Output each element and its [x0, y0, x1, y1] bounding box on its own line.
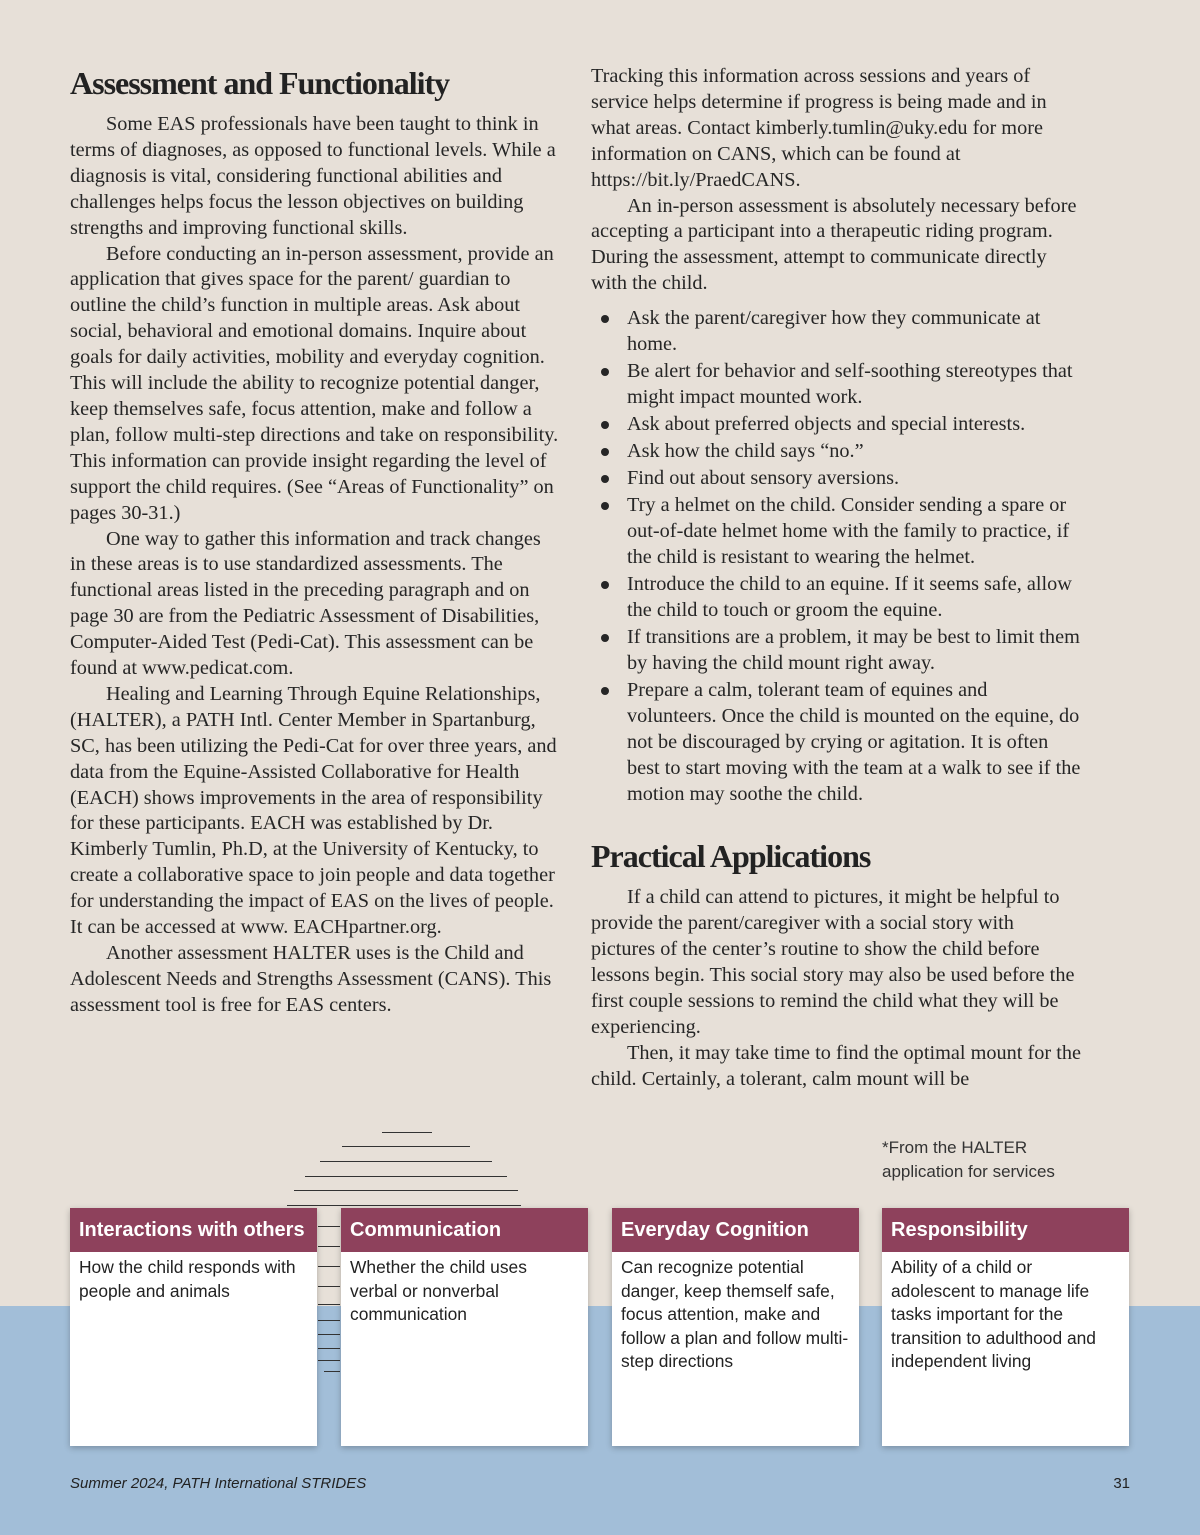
list-item: Ask the parent/caregiver how they communicate at home. [591, 305, 1081, 357]
footnote: *From the HALTER application for services [882, 1138, 1055, 1181]
list-item: Find out about sensory aversions. [591, 465, 1081, 491]
card-responsibility [882, 1208, 1129, 1446]
card-description: How the child responds with people and animals [79, 1257, 296, 1301]
right-column [591, 64, 1081, 1092]
body-paragraph: Then, it may take time to find the optimal mount for the child. Certainly, a tolerant, calm mount will be [591, 1041, 1081, 1090]
body-paragraph: Another assessment HALTER uses is the Child and Adolescent Needs and Strengths Assessment (CANS). This assessment tool is free for EAS centers. [70, 942, 552, 1016]
section-heading-practical: Practical Applications [591, 838, 871, 875]
card-everyday-cognition [612, 1208, 859, 1446]
card-title: Responsibility [882, 1208, 1129, 1252]
list-item: Try a helmet on the child. Consider sending a spare or out-of-date helmet home with the family to practice, if the child is resistant to wearing the helmet. [591, 492, 1081, 570]
list-item: If transitions are a problem, it may be best to limit them by having the child mount right away. [591, 624, 1081, 676]
body-paragraph: One way to gather this information and track changes in these areas is to use standardized assessments. The functional areas listed in the preceding paragraph and on page 30 are from the Pediatric Assessment of Disabilities, Computer-Aided Test (Pedi-Cat). This assessment can be found at www.pedicat.com. [70, 527, 541, 680]
list-item: Be alert for behavior and self-soothing stereotypes that might impact mounted work. [591, 358, 1081, 410]
card-title: Interactions with others [70, 1208, 317, 1252]
body-paragraph: Healing and Learning Through Equine Relationships, (HALTER), a PATH Intl. Center Member in Spartanburg, SC, has been utilizing the Pedi-Cat for over three years, and data from the Equine-Assisted Collaborative for Health (EACH) shows improvements in the area of responsibility for these participants. EACH was established by Dr. Kimberly Tumlin, Ph.D, at the University of Kentucky, to create a collaborative space to join people and data together for understanding the impact of EAS on the lives of people. It can be accessed at www. EACHpartner.org. [70, 682, 557, 939]
body-paragraph: Tracking this information across sessions and years of service helps determine if progress is being made and in what areas. Contact kimberly.tumlin@uky.edu for more information on CANS, which can be found at https://bit.ly/PraedCANS. [591, 65, 1047, 191]
card-interactions [70, 1208, 317, 1446]
body-paragraph: An in-person assessment is absolutely necessary before accepting a participant into a therapeutic riding program. During the assessment, attempt to communicate directly with the child. [591, 194, 1077, 295]
page-number: 31 [1113, 1475, 1130, 1492]
list-item: Ask about preferred objects and special interests. [591, 411, 1081, 437]
list-item: Ask how the child says “no.” [591, 438, 1081, 464]
list-item: Prepare a calm, tolerant team of equines and volunteers. Once the child is mounted on the equine, do not be discouraged by crying or agitation. It is often best to start moving with the team at a walk to see if the motion may soothe the child. [591, 677, 1081, 807]
section-heading-assessment: Assessment and Functionality [70, 65, 450, 101]
list-item: Introduce the child to an equine. If it seems safe, allow the child to touch or groom the equine. [591, 571, 1081, 623]
body-paragraph: If a child can attend to pictures, it might be helpful to provide the parent/caregiver with a social story with pictures of the center’s routine to show the child before lessons begin. This social story may also be used before the first couple sessions to remind the child what they will be experiencing. [591, 886, 1075, 1038]
publication-footer: Summer 2024, PATH International STRIDES [70, 1475, 367, 1492]
card-communication [341, 1208, 588, 1446]
card-description: Ability of a child or adolescent to manage life tasks important for the transition to adulthood and independent living [891, 1257, 1096, 1371]
card-description: Can recognize potential danger, keep themself safe, focus attention, make and follow a plan and follow multi-step directions [621, 1257, 849, 1371]
body-paragraph: This information can provide insight regarding the level of support the child requires. (See “Areas of Functionality” on pages 30-31.) [70, 449, 554, 524]
card-title: Everyday Cognition [612, 1208, 859, 1252]
card-description: Whether the child uses verbal or nonverbal communication [350, 1257, 527, 1324]
body-paragraph: Some EAS professionals have been taught to think in terms of diagnoses, as opposed to functional levels. While a diagnosis is vital, considering functional abilities and challenges helps focus the lesson objectives on building strengths and improving functional skills. [70, 113, 556, 239]
card-title: Communication [341, 1208, 588, 1252]
body-paragraph: Before conducting an in-person assessment, provide an application that gives space for the parent/ guardian to outline the child’s function in multiple areas. Ask about social, behavioral and emotional domains. Inquire about goals for daily activities, mobility and everyday cognition. This will include the ability to recognize potential danger, keep themselves safe, focus attention, make and follow a plan, follow multi-step directions and take on responsibility. [70, 242, 559, 446]
left-column [70, 60, 560, 1019]
assessment-tips-list [591, 305, 1081, 807]
